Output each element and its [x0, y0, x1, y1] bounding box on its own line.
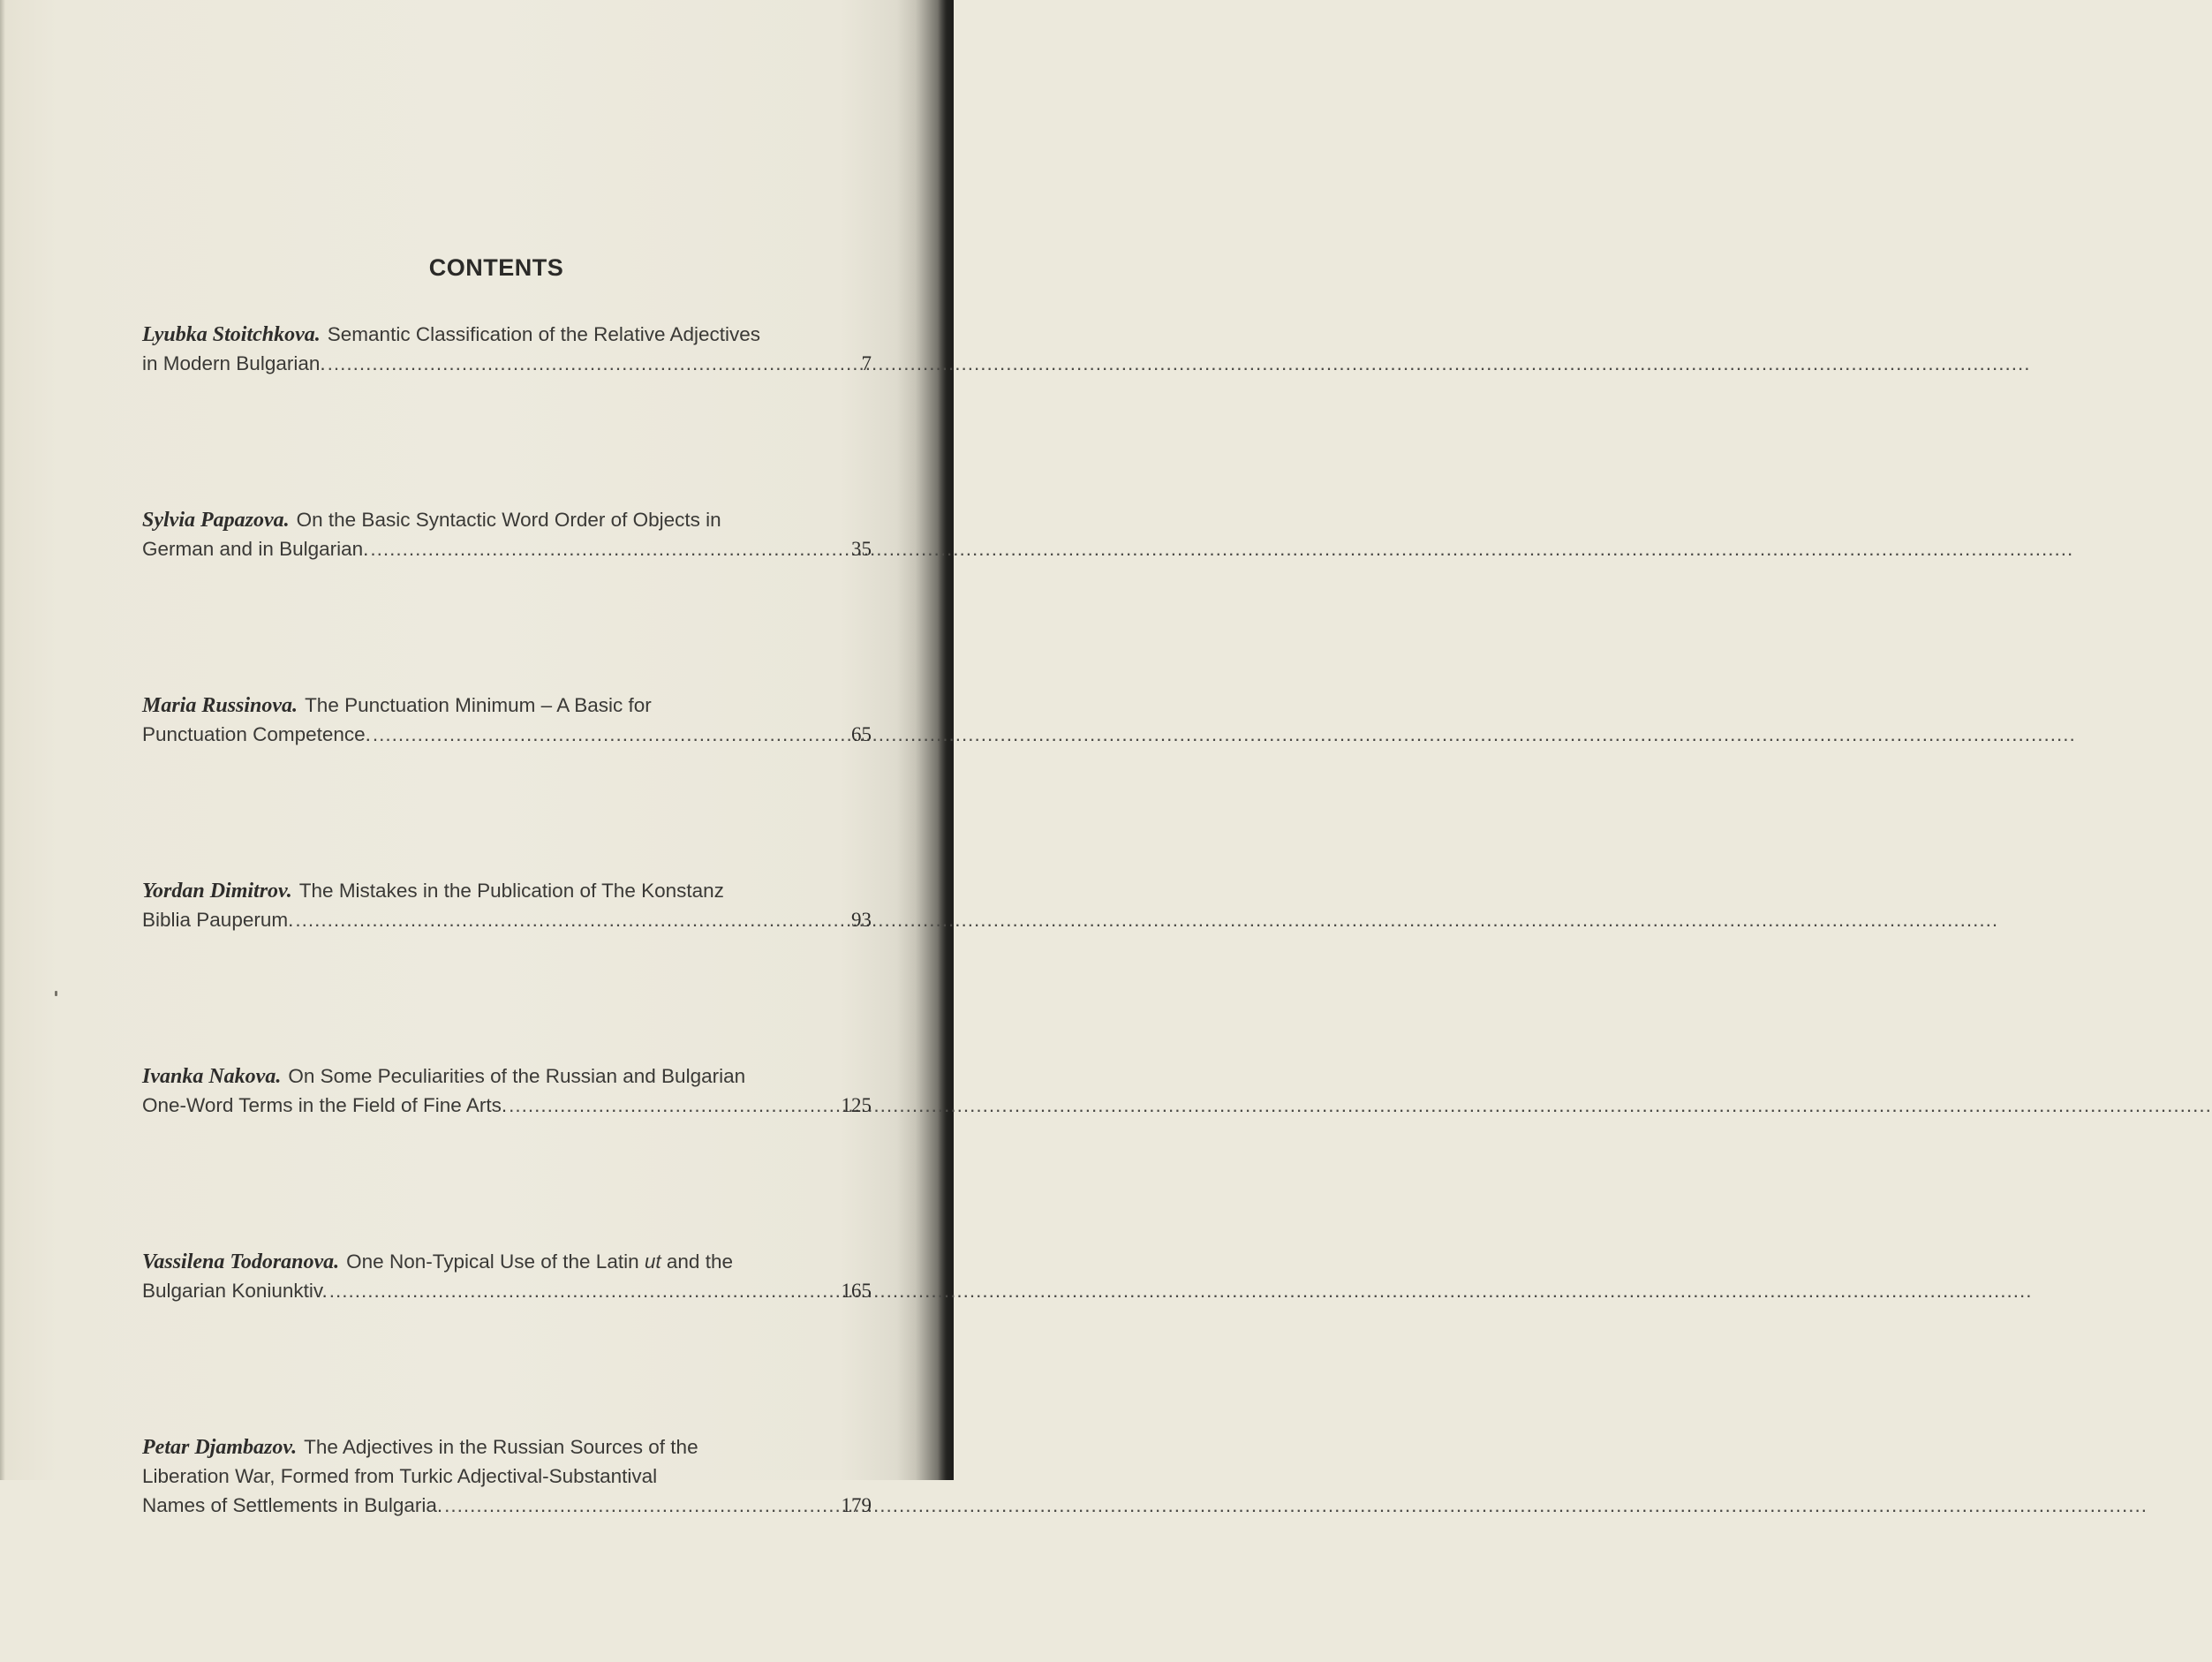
toc-entry-2: [142, 505, 872, 691]
entry-author: Vassilena Todoranova.: [142, 1250, 340, 1273]
ink-speck: [55, 991, 57, 996]
entry-title: The Adjectives in the Russian Sources of the: [304, 1436, 698, 1458]
entry-author: Petar Djambazov.: [142, 1436, 298, 1459]
dot-leader: [509, 1091, 839, 1120]
dot-leader: [329, 1276, 840, 1305]
toc-entry-1: [142, 320, 872, 505]
entry-title-continued: Punctuation Competence.: [142, 723, 371, 745]
entry-title-tail: and the: [666, 1250, 733, 1273]
dot-leader: [295, 905, 849, 934]
entry-title-continued: Bulgarian Koniunktiv.: [142, 1280, 328, 1302]
dot-leader: [328, 349, 852, 378]
dot-leader: [444, 1491, 839, 1520]
entry-title-continued: Names of Settlements in Bulgaria.: [142, 1494, 443, 1516]
entry-title-continued: in Modern Bulgarian.: [142, 352, 326, 374]
dot-leader: [373, 720, 849, 749]
dot-leader: [370, 534, 849, 563]
entry-title: The Punctuation Minimum – A Basic for: [305, 694, 652, 716]
entry-author: Sylvia Papazova.: [142, 509, 290, 532]
entry-page-number: 165: [841, 1280, 872, 1302]
entry-title-italic-word: ut: [644, 1250, 661, 1273]
toc-entry-6: [142, 1247, 872, 1432]
entry-title: On the Basic Syntactic Word Order of Objects in: [296, 509, 721, 531]
entry-title: On Some Peculiarities of the Russian and Bulgarian: [288, 1065, 746, 1087]
entry-page-number: 35: [851, 538, 872, 560]
entry-title-continued: One-Word Terms in the Field of Fine Arts.: [142, 1094, 508, 1116]
toc-entry-4: [142, 876, 872, 1061]
book-page: [0, 0, 954, 1516]
entry-title-continued: Biblia Pauperum.: [142, 909, 294, 931]
table-of-contents: [142, 320, 872, 1662]
entry-title: Semantic Classification of the Relative Adjectives: [327, 323, 761, 345]
page-left-shadow: [0, 0, 5, 1480]
entry-page-number: 93: [851, 909, 872, 931]
entry-title-continued: German and in Bulgarian.: [142, 538, 369, 560]
entry-author: Lyubka Stoitchkova.: [142, 323, 321, 346]
toc-entry-5: [142, 1061, 872, 1247]
entry-page-number: 179: [841, 1494, 872, 1516]
entry-title: One Non-Typical Use of the Latin: [346, 1250, 639, 1273]
entry-title: The Mistakes in the Publication of The Konstanz: [298, 880, 724, 902]
toc-entry-7: [142, 1432, 872, 1662]
entry-author: Ivanka Nakova.: [142, 1065, 282, 1088]
entry-page-number: 125: [841, 1094, 872, 1116]
entry-author: Yordan Dimitrov.: [142, 880, 292, 903]
entry-author: Maria Russinova.: [142, 694, 298, 717]
entry-page-number: 65: [851, 723, 872, 745]
contents-heading: CONTENTS: [428, 254, 564, 281]
toc-entry-3: [142, 691, 872, 876]
entry-title-continued: Liberation War, Formed from Turkic Adjectival-Substantival: [142, 1465, 658, 1487]
entry-page-number: 7: [861, 352, 872, 374]
